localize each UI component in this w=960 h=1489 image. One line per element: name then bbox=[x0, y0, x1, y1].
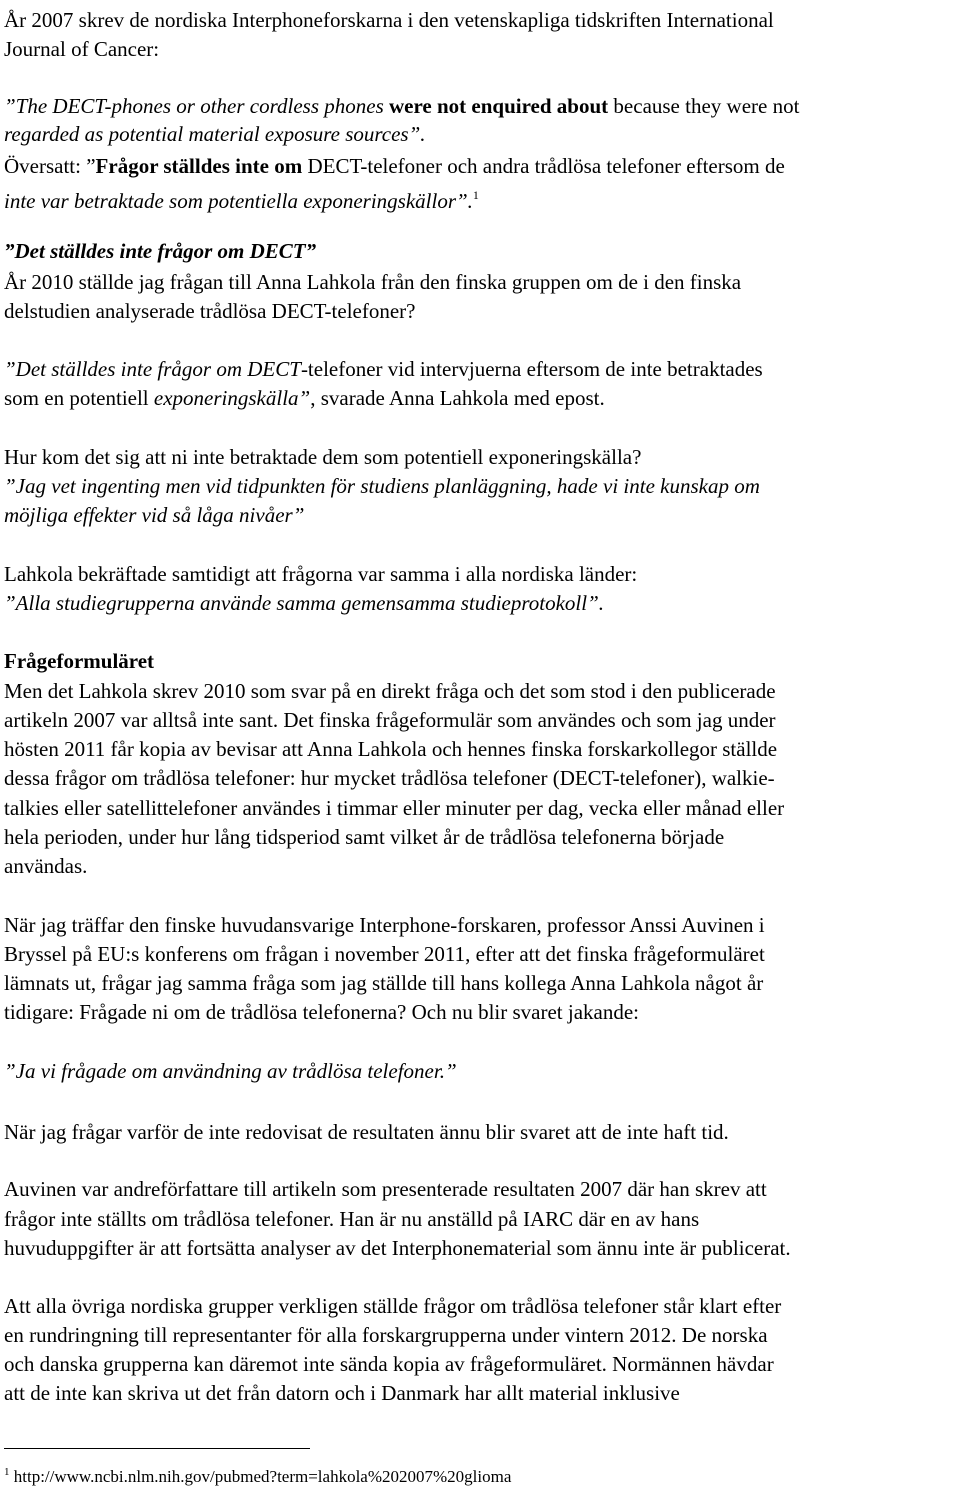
nordic-line: en rundringning till representanter för alla forskargrupperna under vintern 2012. De norska bbox=[4, 1323, 768, 1347]
translation-italic: inte var betraktade som potentiella exponeringskällor”. bbox=[4, 189, 473, 213]
section-body-line: dessa frågor om trådlösa telefoner: hur mycket trådlösa telefoner (DECT-telefoner), walkie- bbox=[4, 766, 775, 790]
confirm-line-1: Lahkola bekräftade samtidigt att frågorna var samma i alla nordiska länder: bbox=[4, 562, 638, 586]
quote-text: ”The DECT-phones or other cordless phones bbox=[4, 94, 389, 118]
section-body-line: hela perioden, under hur lång tidsperiod samt vilket år de trådlösa telefonerna började bbox=[4, 825, 725, 849]
section-body-line: hösten 2011 får kopia av bevisar att Anna Lahkola och hennes finska forskarkollegor ställde bbox=[4, 737, 778, 761]
nordic-line: att de inte kan skriva ut det från datorn och i Danmark har allt material inklusive bbox=[4, 1381, 680, 1405]
auvinen-line: lämnats ut, frågar jag samma fråga som jag ställde till hans kollega Anna Lahkola något år bbox=[4, 971, 764, 995]
auvinen-line: tidigare: Frågade ni om de trådlösa telefonerna? Och nu blir svaret jakande: bbox=[4, 1000, 640, 1024]
answer-line-2 bbox=[4, 384, 605, 412]
heading-dect: ”Det ställdes inte frågor om DECT” bbox=[4, 239, 317, 263]
nordic-line: Att alla övriga nordiska grupper verkligen ställde frågor om trådlösa telefoner står klart efter bbox=[4, 1294, 782, 1318]
answer2-line-1: ”Jag vet ingenting men vid tidpunkten för studiens planläggning, hade vi inte kunskap om bbox=[4, 474, 760, 498]
no-time-line: När jag frågar varför de inte redovisat de resultaten ännu blir svaret att de inte haft tid. bbox=[4, 1120, 729, 1144]
translation-prefix: Översatt: ” bbox=[4, 154, 96, 178]
section-title: Frågeformuläret bbox=[4, 649, 155, 673]
quote-yes: ”Ja vi frågade om användning av trådlösa telefoner.” bbox=[4, 1059, 457, 1083]
footnote-link[interactable]: http://www.ncbi.nlm.nih.gov/pubmed?term=lahkola%202007%20glioma bbox=[9, 1467, 512, 1486]
quote-bold: were not enquired about bbox=[389, 94, 609, 118]
section-body-line: artikeln 2007 var alltså inte sant. Det finska frågeformulär som användes och som jag under bbox=[4, 708, 776, 732]
coauthor-line: Auvinen var andreförfattare till artikeln som presenterade resultaten 2007 där han skrev att bbox=[4, 1177, 767, 1201]
answer-prefix: som en potentiell bbox=[4, 386, 154, 410]
footnote-number: 1 bbox=[4, 1466, 10, 1478]
coauthor-line: frågor inte ställts om trådlösa telefoner. Han är nu anställd på IARC där en av hans bbox=[4, 1207, 700, 1231]
coauthor-line: huvuduppgifter är att fortsätta analyser av det Interphonematerial som ännu inte är publicerat. bbox=[4, 1236, 791, 1260]
answer2-line-2: möjliga effekter vid så låga nivåer” bbox=[4, 503, 305, 527]
answer-italic-2: exponeringskälla” bbox=[153, 386, 311, 410]
footnote-separator bbox=[4, 1448, 310, 1449]
quote-english-line-1 bbox=[4, 92, 799, 120]
quote-normal: because they were not bbox=[608, 94, 800, 118]
footnote bbox=[4, 1461, 511, 1488]
answer-rest: -telefoner vid intervjuerna eftersom de inte betraktades bbox=[300, 357, 763, 381]
auvinen-line: Bryssel på EU:s konferens om frågan i november 2011, efter att det finska frågeformuläret bbox=[4, 942, 765, 966]
footnote-ref: 1 bbox=[472, 188, 479, 202]
paragraph-2010-line-2: delstudien analyserade trådlösa DECT-telefoner? bbox=[4, 299, 416, 323]
translation-bold: Frågor ställdes inte om bbox=[95, 154, 303, 178]
translation-rest: DECT-telefoner och andra trådlösa telefoner eftersom de bbox=[302, 154, 785, 178]
intro-line-1: År 2007 skrev de nordiska Interphoneforskarna i den vetenskapliga tidskriften International bbox=[4, 8, 774, 32]
confirm-line-2: ”Alla studiegrupperna använde samma gemensamma studieprotokoll”. bbox=[4, 591, 605, 615]
intro-line-2: Journal of Cancer: bbox=[4, 37, 160, 61]
answer-suffix: , svarade Anna Lahkola med epost. bbox=[310, 386, 605, 410]
answer-line-1 bbox=[4, 355, 763, 383]
translation-line-2 bbox=[4, 181, 479, 215]
section-body-line: Men det Lahkola skrev 2010 som svar på en direkt fråga och det som stod i den publicerade bbox=[4, 679, 776, 703]
question-line: Hur kom det sig att ni inte betraktade dem som potentiell exponeringskälla? bbox=[4, 445, 642, 469]
nordic-line: och danska grupperna kan däremot inte sända kopia av frågeformuläret. Normännen hävdar bbox=[4, 1352, 774, 1376]
translation-line-1 bbox=[4, 152, 785, 180]
section-body-line: användas. bbox=[4, 854, 88, 878]
section-body-line: talkies eller satellittelefoner användes i timmar eller minuter per dag, vecka eller månad eller bbox=[4, 796, 785, 820]
quote-english-line-2: regarded as potential material exposure sources”. bbox=[4, 122, 426, 146]
auvinen-line: När jag träffar den finske huvudansvarige Interphone-forskaren, professor Anssi Auvinen i bbox=[4, 913, 765, 937]
paragraph-2010-line-1: År 2010 ställde jag frågan till Anna Lahkola från den finska gruppen om de i den finska bbox=[4, 270, 742, 294]
answer-italic: ”Det ställdes inte frågor om DECT bbox=[4, 357, 301, 381]
